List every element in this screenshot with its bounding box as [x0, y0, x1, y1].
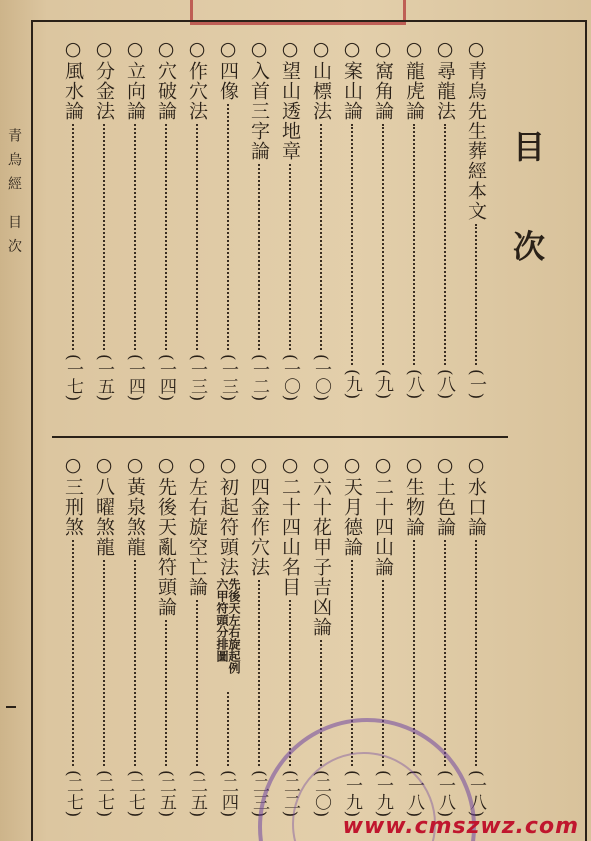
toc-leader-dots: [444, 540, 446, 766]
toc-page-number: (二五): [156, 770, 176, 818]
page-title: 目 次: [508, 130, 546, 290]
toc-entry-title: ○青烏先生葬經本文: [465, 38, 487, 221]
toc-leader-dots: [196, 124, 198, 350]
toc-page-number: (一): [466, 369, 486, 400]
toc-page-number: (一八): [466, 770, 486, 818]
toc-entry-title: ○生物論: [403, 454, 425, 537]
toc-entry-title: ○望山透地章: [279, 38, 301, 161]
side-margin-title: 青烏經 目次: [6, 128, 22, 263]
toc-leader-dots: [196, 600, 198, 766]
toc-entry: [90, 454, 118, 830]
margin-tick: [6, 706, 16, 708]
toc-entry: [338, 38, 366, 414]
toc-entry: [152, 454, 180, 830]
toc-page-number: (二〇): [311, 770, 331, 818]
toc-entry: [59, 38, 87, 414]
toc-entry: [400, 38, 428, 414]
toc-entry: [121, 38, 149, 414]
toc-page-number: (二七): [63, 770, 83, 818]
toc-leader-dots: [413, 124, 415, 365]
toc-entry: [245, 38, 273, 414]
toc-page-number: (一八): [435, 770, 455, 818]
toc-leader-dots: [351, 124, 353, 365]
toc-entry: [152, 38, 180, 414]
toc-entry-title: ○二十四山名目: [279, 454, 301, 597]
toc-entry: [90, 38, 118, 414]
toc-entry-title: ○作穴法: [186, 38, 208, 121]
toc-entry-title: ○四像: [217, 38, 239, 101]
toc-page-number: (二二): [280, 770, 300, 818]
toc-entry-title: ○先後天亂符頭論: [155, 454, 177, 617]
toc-page-number: (二四): [218, 770, 238, 818]
toc-entry: [307, 38, 335, 414]
toc-entry-subtitle-line: 先後天左右旋起例: [227, 578, 241, 674]
toc-page-number: (八): [435, 369, 455, 400]
toc-leader-dots: [289, 164, 291, 350]
toc-leader-dots: [227, 692, 229, 766]
toc-leader-dots: [72, 540, 74, 766]
toc-entry-title: ○穴破論: [155, 38, 177, 121]
toc-page-number: (一九): [373, 770, 393, 818]
toc-entry-title: ○入首三字論: [248, 38, 270, 161]
toc-page-number: (八): [404, 369, 424, 400]
toc-entry-title: ○六十花甲子吉凶論: [310, 454, 332, 637]
toc-entry: [462, 454, 490, 830]
toc-page-number: (一二): [249, 354, 269, 402]
toc-page-number: (二五): [187, 770, 207, 818]
site-watermark: www.cmszwz.com: [342, 814, 579, 839]
toc-entry-title: ○初起符頭法: [217, 454, 239, 577]
toc-entry-title: ○風水論: [62, 38, 84, 121]
toc-entry: [276, 38, 304, 414]
toc-page-number: (二七): [125, 770, 145, 818]
toc-entry: [369, 38, 397, 414]
toc-entry: [183, 38, 211, 414]
toc-leader-dots: [134, 124, 136, 350]
toc-entry-title: ○山標法: [310, 38, 332, 121]
toc-page-number: (九): [373, 369, 393, 400]
toc-leader-dots: [227, 104, 229, 350]
toc-entry-subtitle-line: 六甲符頭分排圖: [215, 578, 229, 662]
toc-page-number: (一〇): [280, 354, 300, 402]
toc-entry-title: ○三刑煞: [62, 454, 84, 537]
toc-leader-dots: [165, 620, 167, 766]
toc-entry-title: ○窩角論: [372, 38, 394, 121]
toc-leader-dots: [258, 580, 260, 766]
toc-leader-dots: [320, 124, 322, 350]
toc-leader-dots: [165, 124, 167, 350]
toc-leader-dots: [72, 124, 74, 350]
toc-entry: [462, 38, 490, 414]
toc-entry-title: ○四金作穴法: [248, 454, 270, 577]
toc-leader-dots: [382, 124, 384, 365]
toc-leader-dots: [475, 540, 477, 766]
toc-entry-title: ○土色論: [434, 454, 456, 537]
toc-page-number: (一五): [94, 354, 114, 402]
toc-entry-title: ○天月德論: [341, 454, 363, 557]
toc-page-number: (一四): [156, 354, 176, 402]
toc-page-number: (一〇): [311, 354, 331, 402]
toc-page-number: (一四): [125, 354, 145, 402]
toc-entry: [431, 38, 459, 414]
toc-leader-dots: [103, 560, 105, 766]
toc-leader-dots: [103, 124, 105, 350]
toc-page-number: (一七): [63, 354, 83, 402]
toc-leader-dots: [444, 124, 446, 365]
toc-leader-dots: [258, 164, 260, 350]
toc-leader-dots: [289, 600, 291, 766]
toc-leader-dots: [134, 560, 136, 766]
toc-leader-dots: [475, 224, 477, 365]
toc-entry-title: ○龍虎論: [403, 38, 425, 121]
toc-page-number: (一三): [218, 354, 238, 402]
toc-page-number: (二三): [249, 770, 269, 818]
toc-page-number: (一三): [187, 354, 207, 402]
toc-entry-title: ○分金法: [93, 38, 115, 121]
section-divider: [52, 436, 508, 438]
toc-entry: [214, 454, 242, 830]
toc-entry-title: ○八曜煞龍: [93, 454, 115, 557]
toc-page-number: (二七): [94, 770, 114, 818]
toc-entry-title: ○尋龍法: [434, 38, 456, 121]
toc-entry-title: ○二十四山論: [372, 454, 394, 577]
toc-entry: [245, 454, 273, 830]
toc-entry-subtitle: [216, 578, 240, 674]
toc-entry: [59, 454, 87, 830]
toc-entry: [214, 38, 242, 414]
toc-entry-title: ○案山論: [341, 38, 363, 121]
toc-page-number: (一九): [342, 770, 362, 818]
toc-entry-title: ○水口論: [465, 454, 487, 537]
toc-entry: [121, 454, 149, 830]
toc-page-number: (一八): [404, 770, 424, 818]
toc-entry: [183, 454, 211, 830]
toc-entry-title: ○黃泉煞龍: [124, 454, 146, 557]
toc-entry-title: ○左右旋空亡論: [186, 454, 208, 597]
toc-page-number: (九): [342, 369, 362, 400]
toc-entry-title: ○立向論: [124, 38, 146, 121]
